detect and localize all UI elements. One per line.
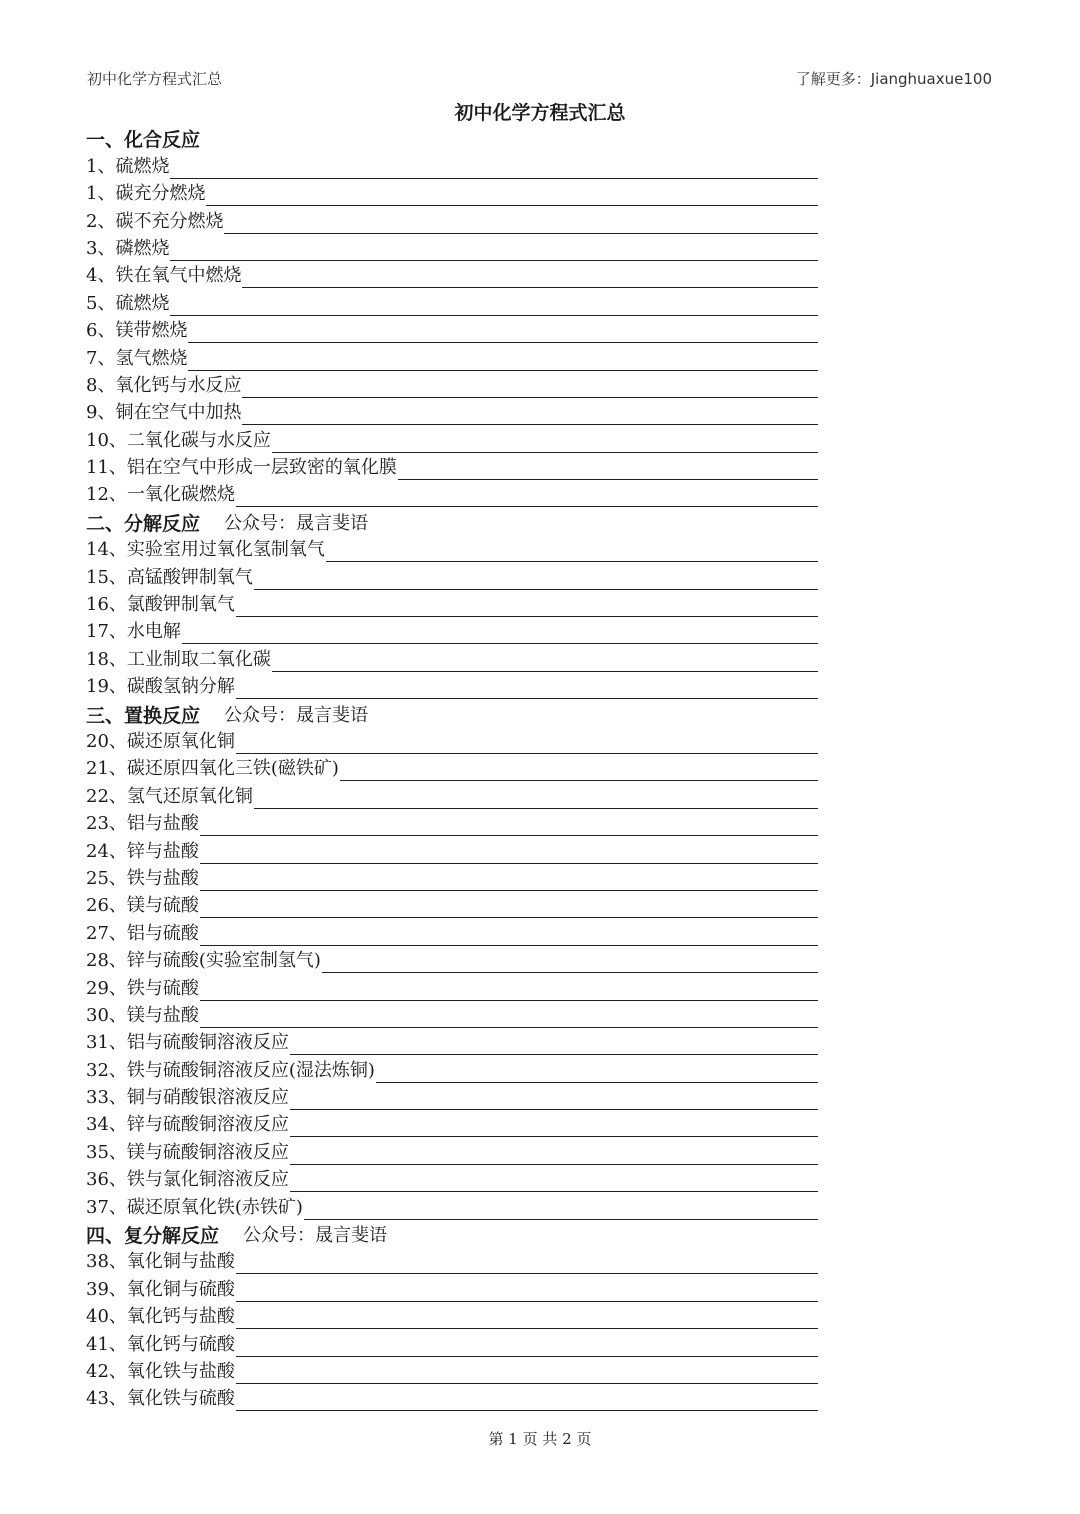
answer-blank-line[interactable] bbox=[200, 1006, 818, 1028]
page-number: 第 1 页 共 2 页 bbox=[488, 1430, 592, 1448]
section-title: 三、置换反应 bbox=[86, 704, 201, 727]
exercise-row bbox=[86, 206, 818, 233]
exercise-label: 37、碳还原氧化铁(赤铁矿) bbox=[86, 1196, 303, 1218]
answer-blank-line[interactable] bbox=[290, 1170, 818, 1192]
exercise-row bbox=[86, 343, 818, 370]
exercise-label: 27、铝与硫酸 bbox=[86, 922, 199, 944]
answer-blank-line[interactable] bbox=[200, 924, 818, 946]
answer-blank-line[interactable] bbox=[170, 239, 818, 261]
exercise-label: 21、碳还原四氧化三铁(磁铁矿) bbox=[86, 758, 339, 780]
section-title: 二、分解反应 bbox=[86, 512, 201, 535]
document-title: 初中化学方程式汇总 bbox=[454, 102, 626, 124]
answer-blank-line[interactable] bbox=[326, 540, 818, 562]
exercise-row bbox=[86, 918, 818, 945]
exercise-label: 18、工业制取二氧化碳 bbox=[86, 648, 271, 670]
section-title: 四、复分解反应 bbox=[86, 1225, 220, 1248]
exercise-label: 2、碳不充分燃烧 bbox=[86, 210, 224, 232]
header-left-text: 初中化学方程式汇总 bbox=[87, 70, 223, 88]
answer-blank-line[interactable] bbox=[236, 1252, 818, 1274]
section-note: 公众号：晟言斐语 bbox=[224, 704, 369, 726]
answer-blank-line[interactable] bbox=[188, 349, 818, 371]
section-heading bbox=[86, 507, 818, 534]
header-right-text: 了解更多：Jianghuaxue100 bbox=[795, 70, 992, 88]
answer-blank-line[interactable] bbox=[236, 677, 818, 699]
exercise-row bbox=[86, 1384, 818, 1411]
answer-blank-line[interactable] bbox=[236, 1389, 818, 1411]
section-heading bbox=[86, 1220, 818, 1247]
exercise-row bbox=[86, 1028, 818, 1055]
exercise-label: 5、硫燃烧 bbox=[86, 292, 170, 314]
answer-blank-line[interactable] bbox=[170, 157, 818, 179]
exercise-label: 43、氧化铁与硫酸 bbox=[86, 1388, 235, 1410]
answer-blank-line[interactable] bbox=[200, 896, 818, 918]
exercise-row bbox=[86, 425, 818, 452]
exercise-row bbox=[86, 316, 818, 343]
exercise-row bbox=[86, 1329, 818, 1356]
answer-blank-line[interactable] bbox=[254, 568, 818, 590]
exercise-row bbox=[86, 453, 818, 480]
answer-blank-line[interactable] bbox=[236, 1335, 818, 1357]
answer-blank-line[interactable] bbox=[290, 1115, 818, 1137]
answer-blank-line[interactable] bbox=[236, 1307, 818, 1329]
exercise-label: 25、铁与盐酸 bbox=[86, 867, 199, 889]
exercise-label: 41、氧化钙与硫酸 bbox=[86, 1333, 235, 1355]
exercise-row bbox=[86, 946, 818, 973]
answer-blank-line[interactable] bbox=[398, 458, 818, 480]
answer-blank-line[interactable] bbox=[290, 1033, 818, 1055]
exercise-list bbox=[86, 124, 818, 1411]
exercise-row bbox=[86, 371, 818, 398]
answer-blank-line[interactable] bbox=[376, 1061, 818, 1083]
answer-blank-line[interactable] bbox=[206, 184, 818, 206]
section-note: 公众号：晟言斐语 bbox=[243, 1225, 388, 1247]
exercise-row bbox=[86, 672, 818, 699]
exercise-label: 38、氧化铜与盐酸 bbox=[86, 1251, 235, 1273]
exercise-row bbox=[86, 1192, 818, 1219]
exercise-row bbox=[86, 836, 818, 863]
answer-blank-line[interactable] bbox=[182, 622, 818, 644]
answer-blank-line[interactable] bbox=[322, 951, 818, 973]
exercise-row bbox=[86, 288, 818, 315]
exercise-label: 17、水电解 bbox=[86, 621, 181, 643]
exercise-row bbox=[86, 809, 818, 836]
exercise-label: 31、铝与硫酸铜溶液反应 bbox=[86, 1032, 289, 1054]
exercise-label: 26、镁与硫酸 bbox=[86, 895, 199, 917]
section-heading bbox=[86, 699, 818, 726]
exercise-label: 20、碳还原氧化铜 bbox=[86, 730, 235, 752]
answer-blank-line[interactable] bbox=[272, 431, 818, 453]
answer-blank-line[interactable] bbox=[236, 485, 818, 507]
exercise-row bbox=[86, 864, 818, 891]
exercise-row bbox=[86, 1055, 818, 1082]
exercise-row bbox=[86, 727, 818, 754]
exercise-label: 4、铁在氧气中燃烧 bbox=[86, 265, 242, 287]
exercise-label: 14、实验室用过氧化氢制氧气 bbox=[86, 539, 325, 561]
answer-blank-line[interactable] bbox=[200, 979, 818, 1001]
exercise-row bbox=[86, 781, 818, 808]
exercise-row bbox=[86, 1302, 818, 1329]
exercise-label: 42、氧化铁与盐酸 bbox=[86, 1360, 235, 1382]
exercise-row bbox=[86, 261, 818, 288]
exercise-row bbox=[86, 151, 818, 178]
exercise-row bbox=[86, 562, 818, 589]
section-note: 公众号：晟言斐语 bbox=[224, 512, 369, 534]
exercise-label: 33、铜与硝酸银溶液反应 bbox=[86, 1087, 289, 1109]
section-heading bbox=[86, 124, 818, 151]
exercise-label: 30、镁与盐酸 bbox=[86, 1004, 199, 1026]
exercise-label: 35、镁与硫酸铜溶液反应 bbox=[86, 1141, 289, 1163]
exercise-row bbox=[86, 1165, 818, 1192]
exercise-row bbox=[86, 179, 818, 206]
answer-blank-line[interactable] bbox=[236, 732, 818, 754]
answer-blank-line[interactable] bbox=[242, 403, 818, 425]
exercise-row bbox=[86, 617, 818, 644]
exercise-row bbox=[86, 590, 818, 617]
answer-blank-line[interactable] bbox=[242, 266, 818, 288]
exercise-label: 10、二氧化碳与水反应 bbox=[86, 429, 271, 451]
exercise-label: 39、氧化铜与硫酸 bbox=[86, 1278, 235, 1300]
exercise-label: 28、锌与硫酸(实验室制氢气) bbox=[86, 950, 321, 972]
answer-blank-line[interactable] bbox=[340, 759, 818, 781]
answer-blank-line[interactable] bbox=[236, 1362, 818, 1384]
exercise-label: 8、氧化钙与水反应 bbox=[86, 374, 242, 396]
answer-blank-line[interactable] bbox=[224, 212, 818, 234]
exercise-label: 19、碳酸氢钠分解 bbox=[86, 676, 235, 698]
exercise-row bbox=[86, 1001, 818, 1028]
exercise-row bbox=[86, 644, 818, 671]
answer-blank-line[interactable] bbox=[290, 1143, 818, 1165]
exercise-label: 1、碳充分燃烧 bbox=[86, 183, 206, 205]
exercise-label: 29、铁与硫酸 bbox=[86, 977, 199, 999]
exercise-label: 34、锌与硫酸铜溶液反应 bbox=[86, 1114, 289, 1136]
exercise-row bbox=[86, 234, 818, 261]
exercise-row bbox=[86, 398, 818, 425]
exercise-label: 6、镁带燃烧 bbox=[86, 320, 188, 342]
exercise-label: 15、高锰酸钾制氧气 bbox=[86, 566, 253, 588]
answer-blank-line[interactable] bbox=[242, 376, 818, 398]
exercise-row bbox=[86, 754, 818, 781]
exercise-row bbox=[86, 1110, 818, 1137]
exercise-label: 12、一氧化碳燃烧 bbox=[86, 484, 235, 506]
exercise-row bbox=[86, 535, 818, 562]
exercise-label: 22、氢气还原氧化铜 bbox=[86, 785, 253, 807]
answer-blank-line[interactable] bbox=[200, 869, 818, 891]
exercise-row bbox=[86, 1137, 818, 1164]
exercise-label: 16、氯酸钾制氧气 bbox=[86, 594, 235, 616]
exercise-row bbox=[86, 973, 818, 1000]
answer-blank-line[interactable] bbox=[304, 1198, 818, 1220]
answer-blank-line[interactable] bbox=[200, 842, 818, 864]
exercise-row bbox=[86, 1083, 818, 1110]
answer-blank-line[interactable] bbox=[170, 294, 818, 316]
exercise-label: 40、氧化钙与盐酸 bbox=[86, 1306, 235, 1328]
section-title: 一、化合反应 bbox=[86, 129, 201, 152]
exercise-label: 1、硫燃烧 bbox=[86, 155, 170, 177]
exercise-row bbox=[86, 1247, 818, 1274]
answer-blank-line[interactable] bbox=[254, 787, 818, 809]
exercise-row bbox=[86, 1274, 818, 1301]
exercise-label: 7、氢气燃烧 bbox=[86, 347, 188, 369]
answer-blank-line[interactable] bbox=[290, 1088, 818, 1110]
exercise-label: 9、铜在空气中加热 bbox=[86, 402, 242, 424]
page-header bbox=[87, 68, 992, 90]
exercise-label: 3、磷燃烧 bbox=[86, 237, 170, 259]
exercise-row bbox=[86, 891, 818, 918]
answer-blank-line[interactable] bbox=[272, 650, 818, 672]
exercise-label: 32、铁与硫酸铜溶液反应(湿法炼铜) bbox=[86, 1059, 375, 1081]
exercise-row bbox=[86, 480, 818, 507]
answer-blank-line[interactable] bbox=[236, 595, 818, 617]
answer-blank-line[interactable] bbox=[236, 1280, 818, 1302]
answer-blank-line[interactable] bbox=[188, 321, 818, 343]
exercise-label: 11、铝在空气中形成一层致密的氧化膜 bbox=[86, 457, 397, 479]
exercise-label: 36、铁与氯化铜溶液反应 bbox=[86, 1169, 289, 1191]
exercise-label: 23、铝与盐酸 bbox=[86, 813, 199, 835]
exercise-row bbox=[86, 1357, 818, 1384]
answer-blank-line[interactable] bbox=[200, 814, 818, 836]
exercise-label: 24、锌与盐酸 bbox=[86, 840, 199, 862]
